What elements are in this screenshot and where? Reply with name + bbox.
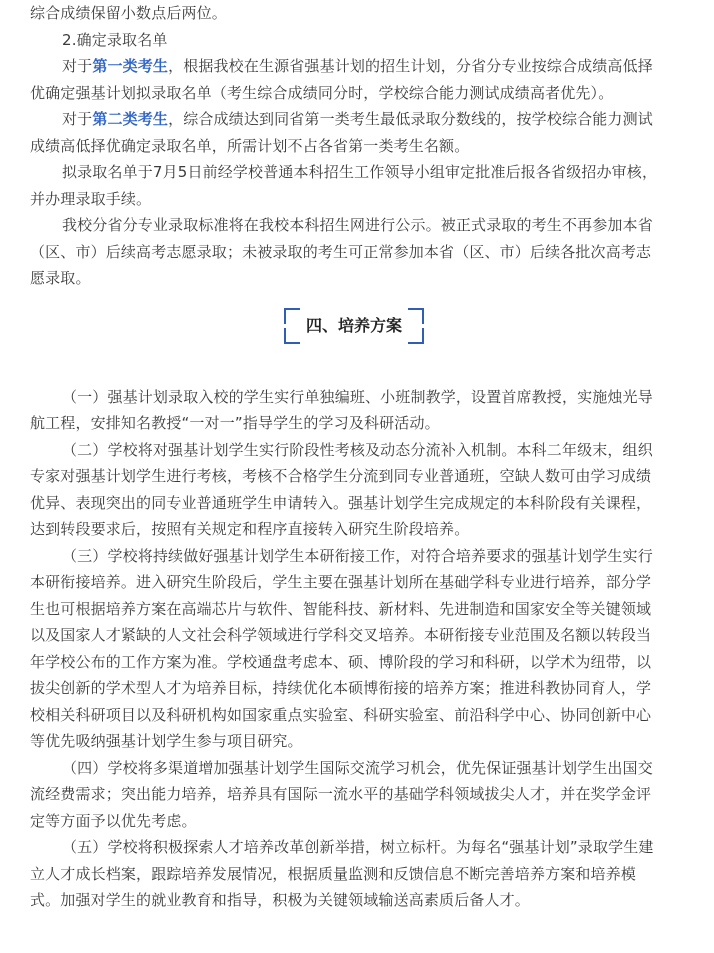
paragraph-line: 以及国家人才紧缺的人文社会科学领域进行学科交叉培养。本研衔接专业范围及名额以转段当 xyxy=(30,626,652,644)
paragraph-line: 本研衔接培养。进入研究生阶段后，学生主要在强基计划所在基础学科专业进行培养，部分学 xyxy=(30,573,652,591)
section-heading: 四、培养方案 xyxy=(305,315,402,335)
paragraph-line: 愿录取。 xyxy=(30,269,91,287)
paragraph-line: 并办理录取手续。 xyxy=(30,189,152,208)
subheading: 2.确定录取名单 xyxy=(62,30,168,49)
paragraph-line: 成绩高低择优确定录取名单，所需计划不占各省第一类考生名额。 xyxy=(30,136,470,155)
paragraph-line: 立人才成长档案，跟踪培养发展情况，根据质量监测和反馈信息不断完善培养方案和培养模 xyxy=(30,864,637,883)
paragraph-line: 我校分省分专业录取标准将在我校本科招生网进行公示。被正式录取的考生不再参加本省 xyxy=(62,216,653,234)
paragraph-second-category: 对于第二类考生，综合成绩达到同省第一类考生最低录取分数线的，按学校综合能力测试 xyxy=(62,110,653,128)
paragraph-line: 优确定强基计划拟录取名单（考生综合成绩同分时，学校综合能力测试成绩高者优先）。 xyxy=(30,83,614,102)
paragraph-line: （二）学校将对强基计划学生实行阶段性考核及动态分流补入机制。本科二年级末，组织 xyxy=(62,440,653,459)
paragraph-line: 校相关科研项目以及科研机构如国家重点实验室、科研实验室、前沿科学中心、协同创新中心 xyxy=(30,705,652,724)
paragraph-line: （五）学校将积极探索人才培养改革创新举措，树立标杆。为每名“强基计划”录取学生建 xyxy=(62,838,654,856)
paragraph-line: 拔尖创新的学术型人才为培养目标，持续优化本硕博衔接的培养方案；推进科教协同育人，学 xyxy=(30,679,652,697)
paragraph-line: 达到转段要求后，按照有关规定和程序直接转入研究生阶段培养。 xyxy=(30,520,470,538)
paragraph-line: （三）学校将持续做好强基计划学生本研衔接工作，对符合培养要求的强基计划学生实行 xyxy=(62,546,653,565)
paragraph-line: 综合成绩保留小数点后两位。 xyxy=(30,4,227,22)
paragraph-line: 专家对强基计划学生进行考核，考核不合格学生分流到同专业普通班，空缺人数可由学习成绩 xyxy=(30,467,652,485)
paragraph-line: 定等方面予以优先考虑。 xyxy=(30,811,197,830)
section-heading-box xyxy=(284,308,424,344)
paragraph-line: 年学校公布的工作方案为准。学校通盘考虑本、硕、博阶段的学习和科研，以学术为纽带，以 xyxy=(30,652,652,671)
paragraph-line: 拟录取名单于7月5日前经学校普通本科招生工作领导小组审定批准后报各省级招办审核， xyxy=(62,163,658,181)
paragraph-line: 流经费需求；突出能力培养，培养具有国际一流水平的基础学科领域拔尖人才，并在奖学金评 xyxy=(30,785,652,803)
paragraph-line: （一）强基计划录取入校的学生实行单独编班、小班制教学，设置首席教授，实施烛光导 xyxy=(62,387,653,406)
paragraph-line: 航工程，安排知名教授“一对一”指导学生的学习及科研活动。 xyxy=(30,414,440,432)
paragraph-line: （四）学校将多渠道增加强基计划学生国际交流学习机会，优先保证强基计划学生出国交 xyxy=(62,758,653,777)
paragraph-line: 等优先吸纳强基计划学生参与项目研究。 xyxy=(30,732,303,750)
paragraph-line: 优异、表现突出的同专业普通班学生申请转入。强基计划学生完成规定的本科阶段有关课程， xyxy=(30,493,652,512)
highlight-second-category: 第二类考生 xyxy=(92,110,169,128)
section-heading-wrapper xyxy=(30,292,690,372)
paragraph-line: 生也可根据培养方案在高端芯片与软件、智能科技、新材料、先进制造和国家安全等关键领域 xyxy=(30,599,652,618)
paragraph-first-category: 对于第一类考生，根据我校在生源省强基计划的招生计划，分省分专业按综合成绩高低择 xyxy=(62,57,653,75)
paragraph-line: （区、市）后续高考志愿录取；未被录取的考生可正常参加本省（区、市）后续各批次高考志 xyxy=(30,242,652,261)
paragraph-line: 式。加强对学生的就业教育和指导，积极为关键领域输送高素质后备人才。 xyxy=(30,891,530,909)
document-body xyxy=(30,0,690,914)
highlight-first-category: 第一类考生 xyxy=(92,57,169,75)
